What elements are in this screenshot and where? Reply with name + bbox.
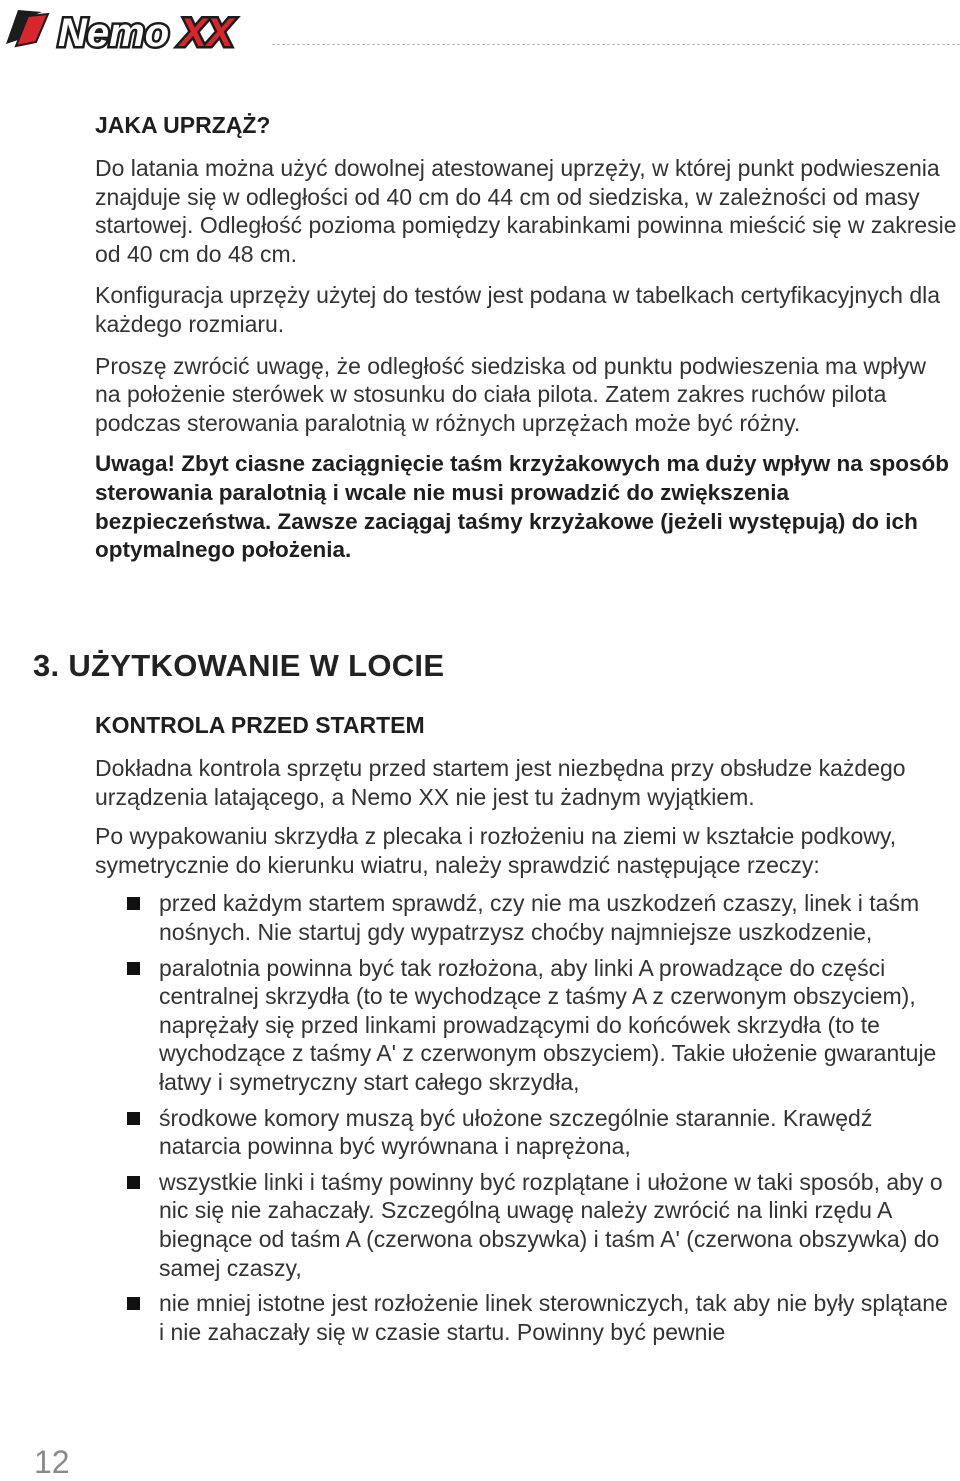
harness-warning: Uwaga! Zbyt ciasne zaciągnięcie taśm krzyżakowych ma duży wpływ na sposób sterowania paralotnią i wcale nie musi prowadzić do zwiększenia bezpieczeństwa. Zawsze zaciągaj taśmy krzyżakowe (jeżeli występują) do ich optymalnego położenia.: [95, 451, 950, 563]
page-header: [0, 0, 960, 60]
harness-heading: JAKA UPRZĄŻ?: [95, 112, 271, 138]
section-title: 3. UŻYTKOWANIE W LOCIE: [33, 648, 445, 683]
harness-section: [95, 110, 957, 565]
page-number: 12: [34, 1444, 70, 1480]
harness-paragraph-3: Proszę zwrócić uwagę, że odległość siedziska od punktu podwieszenia ma wpływ na położenie sterówek w stosunku do ciała pilota. Zatem zakres ruchów pilota podczas sterowania paralotnią w różnych uprzężach może być różny.: [95, 352, 926, 436]
list-item: [95, 1168, 957, 1282]
bullet-square-icon: [127, 1176, 140, 1189]
preflight-paragraph-1: Dokładna kontrola sprzętu przed startem jest niezbędna przy obsłudze każdego urządzenia latającego, a Nemo XX nie jest tu żadnym wyjątkiem.: [95, 755, 906, 810]
preflight-section: [95, 710, 957, 1346]
list-item-text: środkowe komory muszą być ułożone szczególnie starannie. Krawędź natarcia powinna być wyrównana i naprężona,: [159, 1104, 873, 1160]
preflight-paragraph-2: Po wypakowaniu skrzydła z plecaka i rozłożeniu na ziemi w kształcie podkowy, symetrycznie do kierunku wiatru, należy sprawdzić następujące rzeczy:: [95, 823, 897, 878]
list-item-text: wszystkie linki i taśmy powinny być rozplątane i ułożone w taki sposób, aby o nic się nie zahaczały. Szczególną uwagę należy zwrócić na linki rzędu A biegnące od taśm A (czerwona obszywka) i taśm A' (czerwona obszywka) do samej czaszy,: [159, 1168, 943, 1281]
list-item-text: paralotnia powinna być tak rozłożona, aby linki A prowadzące do części centralnej skrzydła (to te wychodzące z taśmy A z czerwonym obszyciem), naprężały się przed linkami prowadzącymi do końcówek skrzydła (to te wychodzące z taśmy A' z czerwonym obszyciem). Takie ułożenie gwarantuje łatwy i symetryczny start całego skrzydła,: [159, 954, 937, 1095]
list-item-text: przed każdym startem sprawdź, czy nie ma uszkodzeń czaszy, linek i taśm nośnych. Nie startuj gdy wypatrzysz choćby najmniejsze uszkodzenie,: [159, 890, 920, 945]
harness-paragraph-1: Do latania można użyć dowolnej atestowanej uprzęży, w której punkt podwieszenia znajduje się w odległości od 40 cm do 44 cm od siedziska, w zależności od masy startowej. Odległość pozioma pomiędzy karabinkami powinna mieścić się w zakresie od 40 cm do 48 cm.: [95, 155, 957, 267]
list-item-text: nie mniej istotne jest rozłożenie linek sterowniczych, tak aby nie były splątane i nie zahaczały się w czasie startu. Powinny być pewnie: [159, 1290, 948, 1345]
bullet-square-icon: [127, 897, 140, 910]
list-item: [95, 1289, 957, 1346]
harness-paragraph-2: Konfiguracja uprzęży użytej do testów jest podana w tabelkach certyfikacyjnych dla każdego rozmiaru.: [95, 282, 941, 337]
nemo-xx-logo: [2, 4, 274, 54]
preflight-subheading: KONTROLA PRZED STARTEM: [95, 712, 425, 738]
preflight-checklist: [95, 889, 957, 1346]
list-item: [95, 889, 957, 946]
svg-text:Nemo: Nemo: [58, 11, 170, 54]
bullet-square-icon: [127, 1297, 140, 1310]
bullet-square-icon: [127, 1112, 140, 1125]
header-divider: [272, 44, 960, 45]
svg-text:XX: XX: [180, 11, 234, 54]
list-item: [95, 1104, 957, 1161]
list-item: [95, 954, 957, 1097]
bullet-square-icon: [127, 962, 140, 975]
